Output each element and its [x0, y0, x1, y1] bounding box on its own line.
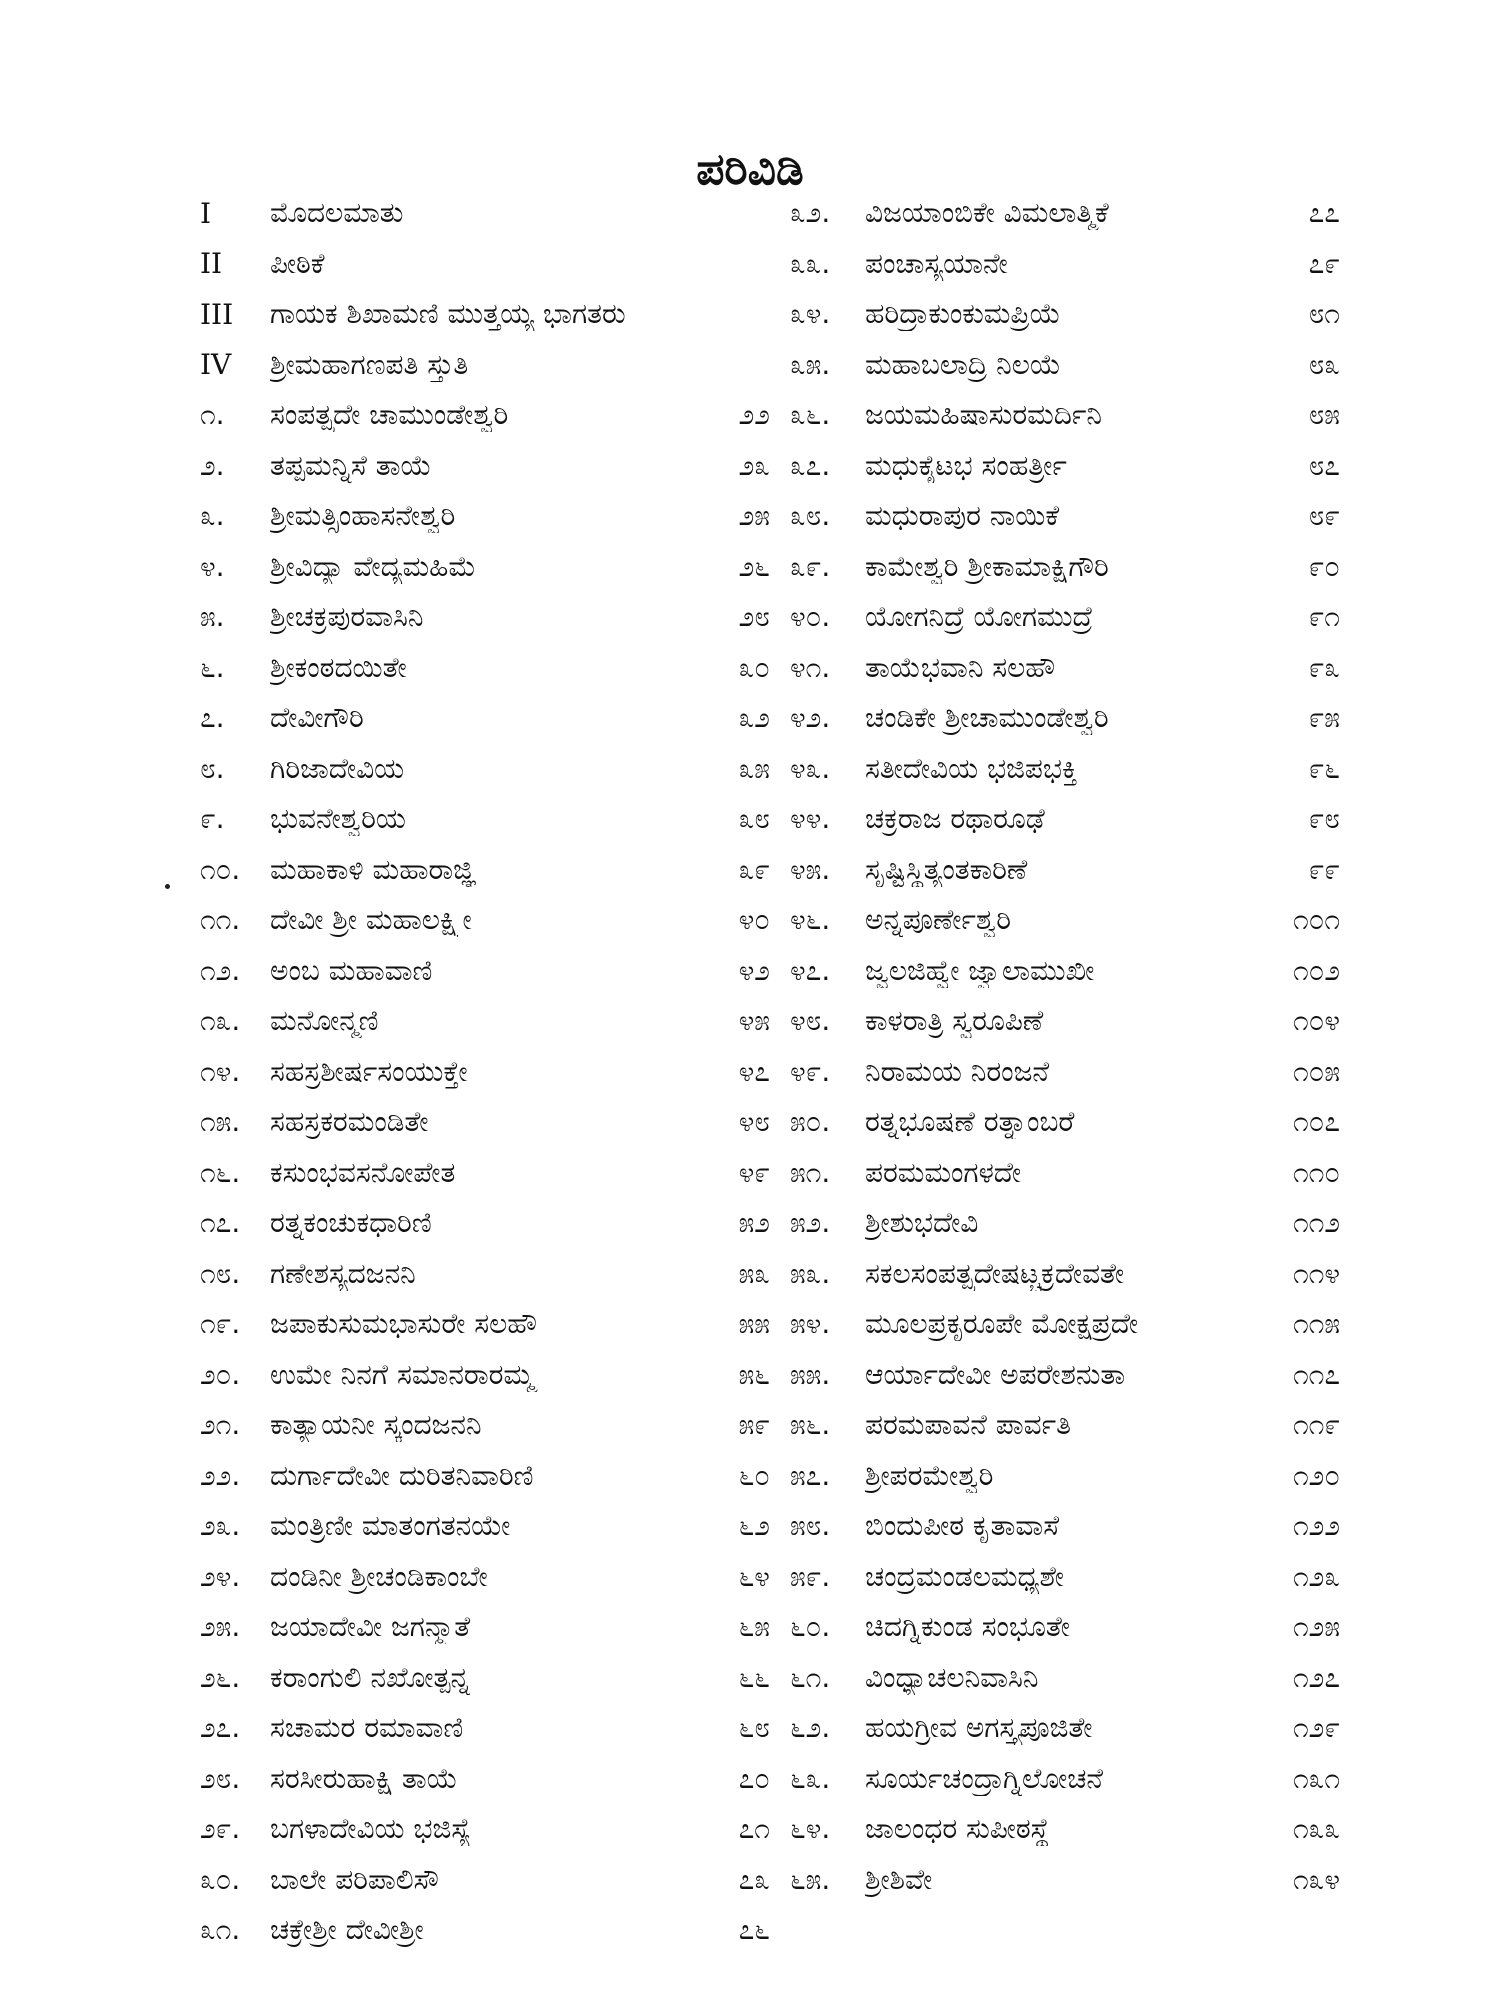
- entry-number: ೪೫.: [790, 852, 831, 886]
- toc-entry: [200, 895, 770, 946]
- entry-title: ಸರಸೀರುಹಾಕ್ಷಿ ತಾಯೆ: [270, 1761, 458, 1795]
- entry-number: ೧೭.: [200, 1206, 241, 1240]
- entry-number: ೨೨.: [200, 1458, 241, 1492]
- entry-title: ಸಂಪತ್ಪ್ರದೇ ಚಾಮುಂಡೇಶ್ವರಿ: [270, 398, 509, 432]
- entry-title: ಮೊದಲಮಾತು: [270, 196, 404, 230]
- toc-entry: [200, 1451, 770, 1502]
- toc-entry: [790, 1350, 1340, 1401]
- entry-title: ಹರಿದ್ರಾಕುಂಕುಮಪ್ರಿಯೆ: [865, 297, 1061, 331]
- entry-number: ೪೩.: [790, 751, 831, 785]
- entry-title: ಹಯಗ್ರೀವ ಅಗಸ್ತ್ಯಪೂಜಿತೇ: [865, 1711, 1093, 1745]
- entry-title: ಪರಮಮಂಗಳದೇ: [865, 1155, 1022, 1189]
- entry-title: ಸಹಸ್ರಕರಮಂಡಿತೇ: [270, 1105, 429, 1139]
- entry-number: ೪೯.: [790, 1054, 831, 1088]
- entry-number: ೧೯.: [200, 1307, 241, 1341]
- entry-page: ೮೭: [1308, 448, 1340, 482]
- entry-title: ಪಂಚಾಸ್ಯಯಾನೇ: [865, 246, 1008, 280]
- entry-title: ದುರ್ಗಾದೇವೀ ದುರಿತನಿವಾರಿಣಿ: [270, 1458, 534, 1492]
- entry-number: ೩೦.: [200, 1862, 241, 1896]
- entry-page: ೭೧: [738, 1812, 770, 1846]
- entry-number: ೫೪.: [790, 1307, 831, 1341]
- toc-column-left: [200, 188, 770, 1956]
- entry-page: ೪೭: [738, 1054, 770, 1088]
- entry-title: ತಾಯೆಭವಾನಿ ಸಲಹೌ: [865, 650, 1056, 684]
- toc-entry: [790, 1703, 1340, 1754]
- toc-entry: [200, 1097, 770, 1148]
- toc-entry: [790, 895, 1340, 946]
- entry-title: ವಿಂಧ್ಯಾಚಲನಿವಾಸಿನಿ: [865, 1660, 1039, 1694]
- entry-number: ೧೨.: [200, 953, 241, 987]
- entry-page: ೮೧: [1308, 297, 1340, 331]
- entry-page: ೧೧೪: [1292, 1256, 1340, 1290]
- entry-number: ೪೨.: [790, 701, 831, 735]
- entry-page: ೧೩೩: [1292, 1812, 1340, 1846]
- entry-page: ೧೦೧: [1292, 903, 1340, 937]
- entry-page: ೨೮: [738, 600, 770, 634]
- entry-title: ಜಾಲಂಧರ ಸುಪೀಠಸ್ಥೆ: [865, 1812, 1050, 1846]
- toc-entry: [200, 390, 770, 441]
- entry-title: ಕರಾಂಗುಲಿ ನಖೋತ್ಪನ್ನ: [270, 1660, 470, 1694]
- entry-page: ೯೬: [1308, 751, 1340, 785]
- entry-title: ಶ್ರೀಪರಮೇಶ್ವರಿ: [865, 1458, 994, 1492]
- entry-page: ೨೨: [738, 398, 770, 432]
- toc-entry: [790, 1400, 1340, 1451]
- entry-title: ಗಿರಿಜಾದೇವಿಯ: [270, 751, 405, 785]
- entry-number: ೩೫.: [790, 347, 831, 381]
- entry-number: ೪೮.: [790, 1004, 831, 1038]
- entry-page: ೯೫: [1308, 701, 1340, 735]
- entry-number: ೧೩.: [200, 1004, 241, 1038]
- entry-number: ೫೦.: [790, 1105, 831, 1139]
- toc-entry: [200, 996, 770, 1047]
- entry-number: ೫೬.: [790, 1408, 831, 1442]
- toc-entry: [790, 1552, 1340, 1603]
- entry-page: ೧೨೯: [1292, 1711, 1340, 1745]
- entry-title: ಚಂಡಿಕೇ ಶ್ರೀಚಾಮುಂಡೇಶ್ವರಿ: [865, 701, 1109, 735]
- toc-entry: [790, 289, 1340, 340]
- toc-entry: [790, 845, 1340, 896]
- entry-page: ೬೨: [738, 1509, 770, 1543]
- entry-title: ಚಂದ್ರಮಂಡಲಮಧ್ಯಶೇ: [865, 1559, 1064, 1593]
- entry-number: ೨೮.: [200, 1761, 241, 1795]
- entry-page: ೧೧೯: [1292, 1408, 1340, 1442]
- entry-number: ೬೧.: [790, 1660, 831, 1694]
- entry-number: ೬೫.: [790, 1862, 831, 1896]
- entry-title: ಗಣೇಶಸ್ಯದಜನನಿ: [270, 1256, 416, 1290]
- toc-entry: [790, 390, 1340, 441]
- entry-number: ೯.: [200, 802, 225, 836]
- toc-entry: [200, 1905, 770, 1956]
- entry-page: ೬೪: [738, 1559, 770, 1593]
- entry-page: ೧೦೫: [1292, 1054, 1340, 1088]
- entry-number: ೪೭.: [790, 953, 831, 987]
- toc-entry: [200, 693, 770, 744]
- entry-page: ೧೨೭: [1292, 1660, 1340, 1694]
- entry-page: ೪೫: [738, 1004, 770, 1038]
- toc-entry: [790, 441, 1340, 492]
- toc-entry: [200, 946, 770, 997]
- entry-page: ೯೩: [1308, 650, 1340, 684]
- entry-number: ೨೧.: [200, 1408, 241, 1442]
- entry-page: ೩೦: [738, 650, 770, 684]
- entry-number: ೪೦.: [790, 600, 831, 634]
- entry-number: ೫೮.: [790, 1509, 831, 1543]
- entry-page: ೧೧೦: [1292, 1155, 1340, 1189]
- toc-entry: [790, 1299, 1340, 1350]
- toc-entry: [200, 441, 770, 492]
- entry-number: ೩೮.: [790, 499, 831, 533]
- entry-number: ೩೯.: [790, 549, 831, 583]
- entry-number: ೨.: [200, 448, 225, 482]
- entry-page: ೮೩: [1308, 347, 1340, 381]
- toc-entry: [790, 794, 1340, 845]
- entry-page: ೪೯: [738, 1155, 770, 1189]
- entry-title: ಜಯಮಹಿಷಾಸುರಮರ್ದಿನಿ: [865, 398, 1102, 432]
- toc-entry: [200, 340, 770, 391]
- entry-page: ೧೨೦: [1292, 1458, 1340, 1492]
- entry-number: ೧೧.: [200, 903, 241, 937]
- toc-entry: [790, 1047, 1340, 1098]
- entry-number: ೧.: [200, 398, 225, 432]
- entry-number: ೧೦.: [200, 852, 241, 886]
- entry-title: ಪರಮಪಾವನೆ ಪಾರ್ವತಿ: [865, 1408, 1071, 1442]
- entry-page: ೧೦೭: [1292, 1105, 1340, 1139]
- toc-entry: [790, 1501, 1340, 1552]
- toc-entry: [790, 1602, 1340, 1653]
- entry-number: ೫೩.: [790, 1256, 831, 1290]
- entry-number: ೫.: [200, 600, 225, 634]
- entry-page: ೪೮: [738, 1105, 770, 1139]
- toc-entry: [790, 188, 1340, 239]
- entry-page: ೬೦: [738, 1458, 770, 1492]
- entry-title: ಶ್ರೀಶುಭದೇವಿ: [865, 1206, 979, 1240]
- entry-title: ಬಿಂದುಪೀಠ ಕೃತಾವಾಸೆ: [865, 1509, 1060, 1543]
- entry-number: ೪.: [200, 549, 225, 583]
- entry-title: ರತ್ನಭೂಷಣೆ ರತ್ನಾಂಬರೆ: [865, 1105, 1075, 1139]
- entry-number: ೧೮.: [200, 1256, 241, 1290]
- entry-number: ೨೬.: [200, 1660, 241, 1694]
- toc-entry: [200, 1148, 770, 1199]
- entry-title: ಸೂರ್ಯಚಂದ್ರಾಗ್ನಿಲೋಚನೆ: [865, 1761, 1104, 1795]
- entry-title: ಅನ್ನಪೂರ್ಣೇಶ್ವರಿ: [865, 903, 1012, 937]
- entry-page: ೫೨: [738, 1206, 770, 1240]
- entry-page: ೧೨೩: [1292, 1559, 1340, 1593]
- toc-entry: [790, 643, 1340, 694]
- entry-number: ೫೧.: [790, 1155, 831, 1189]
- entry-number: ೭.: [200, 701, 225, 735]
- toc-entry: [200, 1703, 770, 1754]
- entry-number: ೩.: [200, 499, 225, 533]
- entry-title: ನಿರಾಮಯ ನಿರಂಜನೆ: [865, 1054, 1050, 1088]
- entry-title: ದೇವೀಗೌರಿ: [270, 701, 364, 735]
- entry-title: ಸಚಾಮರ ರಮಾವಾಣಿ: [270, 1711, 464, 1745]
- entry-title: ಪೀಠಿಕೆ: [270, 246, 325, 280]
- entry-page: ೩೫: [738, 751, 770, 785]
- entry-title: ಶ್ರೀಚಕ್ರಪುರವಾಸಿನಿ: [270, 600, 424, 634]
- entry-page: ೬೬: [738, 1660, 770, 1694]
- toc-entry: [790, 1198, 1340, 1249]
- entry-title: ಅಂಬ ಮಹಾವಾಣಿ: [270, 953, 433, 987]
- entry-number: II: [200, 247, 223, 281]
- entry-page: ೮೫: [1308, 398, 1340, 432]
- toc-entry: [790, 592, 1340, 643]
- toc-entry: [790, 1451, 1340, 1502]
- toc-entry: [200, 1804, 770, 1855]
- entry-number: ೪೪.: [790, 802, 831, 836]
- entry-title: ಕಾತ್ಯಾಯನೀ ಸ್ಕಂದಜನನಿ: [270, 1408, 482, 1442]
- toc-entry: [790, 1249, 1340, 1300]
- toc-entry: [200, 1249, 770, 1300]
- entry-page: ೫೯: [738, 1408, 770, 1442]
- entry-page: ೯೯: [1308, 852, 1340, 886]
- entry-number: ೧೬.: [200, 1155, 241, 1189]
- entry-number: ೫೯.: [790, 1559, 831, 1593]
- entry-number: ೩೭.: [790, 448, 831, 482]
- entry-title: ಸೃಷ್ಟಿಸ್ಥಿತ್ಯಂತಕಾರಿಣೆ: [865, 852, 1028, 886]
- entry-title: ಜ್ವಲಜಿಹ್ವೇ ಜ್ವಾಲಾಮುಖೀ: [865, 953, 1095, 987]
- entry-title: ಬಗಳಾದೇವಿಯ ಭಜಿಸ್ಯೆ: [270, 1812, 472, 1846]
- entry-page: ೭೦: [738, 1761, 770, 1795]
- entry-number: ೬.: [200, 650, 225, 684]
- page-title: ಪರಿವಿಡಿ: [696, 144, 804, 195]
- entry-number: ೧೫.: [200, 1105, 241, 1139]
- entry-title: ಶ್ರೀಮತ್ಸಿಂಹಾಸನೇಶ್ವರಿ: [270, 499, 456, 533]
- entry-title: ರತ್ನಕಂಚುಕಧಾರಿಣಿ: [270, 1206, 432, 1240]
- entry-title: ಗಾಯಕ ಶಿಖಾಮಣಿ ಮುತ್ತಯ್ಯ ಭಾಗತರು: [270, 297, 626, 331]
- entry-number: ೬೨.: [790, 1711, 831, 1745]
- entry-number: ೪೬.: [790, 903, 831, 937]
- toc-entry: [200, 1552, 770, 1603]
- entry-number: ೫೭.: [790, 1458, 831, 1492]
- toc-entry: [200, 491, 770, 542]
- toc-entry: [790, 744, 1340, 795]
- entry-page: ೫೩: [738, 1256, 770, 1290]
- entry-page: ೬೫: [738, 1610, 770, 1644]
- entry-page: ೫೬: [738, 1357, 770, 1391]
- toc-entry: [200, 1602, 770, 1653]
- entry-title: ಕಾಮೇಶ್ವರಿ ಶ್ರೀಕಾಮಾಕ್ಷಿಗೌರಿ: [865, 549, 1109, 583]
- entry-page: ೧೩೪: [1292, 1862, 1340, 1896]
- entry-page: ೭೬: [738, 1913, 770, 1947]
- stray-mark: [165, 884, 170, 889]
- entry-number: ೩೨.: [790, 196, 831, 230]
- entry-title: ತಪ್ಪಮನ್ನಿಸೆ ತಾಯೆ: [270, 448, 432, 482]
- entry-title: ಯೋಗನಿದ್ರೆ ಯೋಗಮುದ್ರೆ: [865, 600, 1094, 634]
- entry-title: ಚಕ್ರೇಶ್ರೀ ದೇವೀಶ್ರೀ: [270, 1913, 424, 1947]
- entry-title: ಮನೋನ್ಮಣಿ: [270, 1004, 379, 1038]
- entry-number: ೨೦.: [200, 1357, 241, 1391]
- entry-title: ದೇವೀ ಶ್ರೀ ಮಹಾಲಕ್ಷ್ಮೀ: [270, 903, 472, 937]
- entry-title: ಆರ್ಯಾದೇವೀ ಅಪರೇಶನುತಾ: [865, 1357, 1126, 1391]
- entry-number: ೩೩.: [790, 246, 831, 280]
- toc-entry: [200, 1198, 770, 1249]
- toc-entry: [790, 1754, 1340, 1805]
- toc-entry: [200, 1350, 770, 1401]
- toc-entry: [790, 1148, 1340, 1199]
- entry-number: I: [200, 196, 212, 230]
- entry-number: ೫೨.: [790, 1206, 831, 1240]
- entry-number: ೩೪.: [790, 297, 831, 331]
- entry-page: ೧೨೫: [1292, 1610, 1340, 1644]
- entry-page: ೧೨೨: [1292, 1509, 1340, 1543]
- entry-number: ೨೫.: [200, 1610, 241, 1644]
- entry-title: ಕಾಳರಾತ್ರಿ ಸ್ವರೂಪಿಣೆ: [865, 1004, 1044, 1038]
- entry-page: ೯೧: [1308, 600, 1340, 634]
- toc-column-right: [790, 188, 1340, 1905]
- entry-title: ಶ್ರೀಮಹಾಗಣಪತಿ ಸ್ತುತಿ: [270, 347, 469, 381]
- toc-entry: [200, 744, 770, 795]
- toc-entry: [790, 1097, 1340, 1148]
- toc-entry: [790, 1653, 1340, 1704]
- toc-entry: [200, 1501, 770, 1552]
- entry-number: III: [200, 297, 234, 331]
- entry-page: ೯೮: [1308, 802, 1340, 836]
- entry-title: ಸತೀದೇವಿಯ ಭಜಿಪಭಕ್ತಿ: [865, 751, 1078, 785]
- entry-number: ೨೯.: [200, 1812, 241, 1846]
- entry-number: ೨೩.: [200, 1509, 241, 1543]
- entry-page: ೮೯: [1308, 499, 1340, 533]
- entry-title: ಮಧುರಾಪುರ ನಾಯಿಕೆ: [865, 499, 1060, 533]
- entry-number: ೬೪.: [790, 1812, 831, 1846]
- entry-title: ಮೂಲಪ್ರಕೃರೂಪೇ ಮೋಕ್ಷಪ್ರದೇ: [865, 1307, 1139, 1341]
- entry-title: ಶ್ರೀಶಿವೇ: [865, 1862, 933, 1896]
- toc-entry: [790, 1804, 1340, 1855]
- toc-entry: [200, 1653, 770, 1704]
- toc-entry: [200, 188, 770, 239]
- entry-title: ಚಕ್ರರಾಜ ರಥಾರೂಢೆ: [865, 802, 1045, 836]
- entry-number: ೧೪.: [200, 1054, 241, 1088]
- entry-title: ಚಿದಗ್ನಿಕುಂಡ ಸಂಭೂತೇ: [865, 1610, 1070, 1644]
- entry-number: ೪೧.: [790, 650, 831, 684]
- toc-entry: [200, 794, 770, 845]
- entry-page: ೬೮: [738, 1711, 770, 1745]
- toc-entry: [790, 946, 1340, 997]
- entry-title: ಕಸುಂಭವಸನೋಪೇತ: [270, 1155, 456, 1189]
- entry-number: ೩೬.: [790, 398, 831, 432]
- entry-title: ಭುವನೇಶ್ವರಿಯ: [270, 802, 406, 836]
- entry-number: ೩೧.: [200, 1913, 241, 1947]
- entry-page: ೩೮: [738, 802, 770, 836]
- toc-entry: [790, 491, 1340, 542]
- entry-number: ೮.: [200, 751, 225, 785]
- entry-page: ೯೦: [1308, 549, 1340, 583]
- entry-title: ಸಕಲಸಂಪತ್ಪ್ರದೇಷಟ್ಚಕ್ರದೇವತೇ: [865, 1256, 1125, 1290]
- entry-page: ೧೧೭: [1292, 1357, 1340, 1391]
- entry-page: ೧೩೧: [1292, 1761, 1340, 1795]
- toc-entry: [200, 592, 770, 643]
- toc-entry: [200, 845, 770, 896]
- entry-page: ೧೦೪: [1292, 1004, 1340, 1038]
- entry-title: ವಿಜಯಾಂಬಿಕೇ ವಿಮಲಾತ್ಮಿಕೆ: [865, 196, 1109, 230]
- toc-entry: [200, 1754, 770, 1805]
- entry-page: ೩೨: [738, 701, 770, 735]
- entry-title: ಜಪಾಕುಸುಮಭಾಸುರೇ ಸಲಹೌ: [270, 1307, 538, 1341]
- entry-number: ೨೭.: [200, 1711, 241, 1745]
- entry-page: ೨೫: [738, 499, 770, 533]
- entry-page: ೫೫: [738, 1307, 770, 1341]
- entry-page: ೧೦೨: [1292, 953, 1340, 987]
- toc-entry: [200, 643, 770, 694]
- entry-number: ೫೫.: [790, 1357, 831, 1391]
- entry-title: ಮಹಾಬಲಾದ್ರಿ ನಿಲಯೆ: [865, 347, 1061, 381]
- entry-number: ೬೩.: [790, 1761, 831, 1795]
- toc-entry: [790, 693, 1340, 744]
- entry-page: ೨೬: [738, 549, 770, 583]
- entry-title: ಉಮೇ ನಿನಗೆ ಸಮಾನರಾರಮ್ಮ: [270, 1357, 534, 1391]
- toc-entry: [200, 1299, 770, 1350]
- entry-title: ಮಧುಕೈಟಭ ಸಂಹರ್ತ್ರೀ: [865, 448, 1067, 482]
- toc-entry: [790, 1855, 1340, 1906]
- entry-page: ೭೭: [1308, 196, 1340, 230]
- entry-page: ೩೯: [738, 852, 770, 886]
- entry-title: ಸಹಸ್ರಶೀರ್ಷಸಂಯುಕ್ತೇ: [270, 1054, 468, 1088]
- toc-entry: [790, 239, 1340, 290]
- toc-entry: [200, 289, 770, 340]
- entry-page: ೭೯: [1308, 246, 1340, 280]
- entry-page: ೧೧೫: [1292, 1307, 1340, 1341]
- entry-page: ೨೩: [738, 448, 770, 482]
- toc-entry: [200, 1400, 770, 1451]
- toc-entry: [790, 340, 1340, 391]
- toc-entry: [790, 542, 1340, 593]
- entry-number: IV: [200, 348, 232, 382]
- toc-entry: [200, 1855, 770, 1906]
- entry-title: ಮಂತ್ರಿಣೀ ಮಾತಂಗತನಯೇ: [270, 1509, 511, 1543]
- toc-entry: [200, 1047, 770, 1098]
- entry-title: ಬಾಲೇ ಪರಿಪಾಲಿಸೌ: [270, 1862, 439, 1896]
- entry-page: ೪೦: [738, 903, 770, 937]
- entry-page: ೧೧೨: [1292, 1206, 1340, 1240]
- entry-title: ಜಯಾದೇವೀ ಜಗನ್ಮಾತೆ: [270, 1610, 471, 1644]
- toc-entry: [200, 542, 770, 593]
- entry-title: ಮಹಾಕಾಳಿ ಮಹಾರಾಜ್ಞಿ: [270, 852, 476, 886]
- entry-title: ಶ್ರೀವಿದ್ಯಾ ವೇದ್ಯಮಹಿಮೆ: [270, 549, 477, 583]
- toc-entry: [790, 996, 1340, 1047]
- entry-page: ೪೨: [738, 953, 770, 987]
- entry-number: ೨೪.: [200, 1559, 241, 1593]
- entry-page: ೭೩: [738, 1862, 770, 1896]
- toc-entry: [200, 239, 770, 290]
- entry-title: ದಂಡಿನೀ ಶ್ರೀಚಂಡಿಕಾಂಬೇ: [270, 1559, 488, 1593]
- entry-number: ೬೦.: [790, 1610, 831, 1644]
- entry-title: ಶ್ರೀಕಂಠದಯಿತೇ: [270, 650, 407, 684]
